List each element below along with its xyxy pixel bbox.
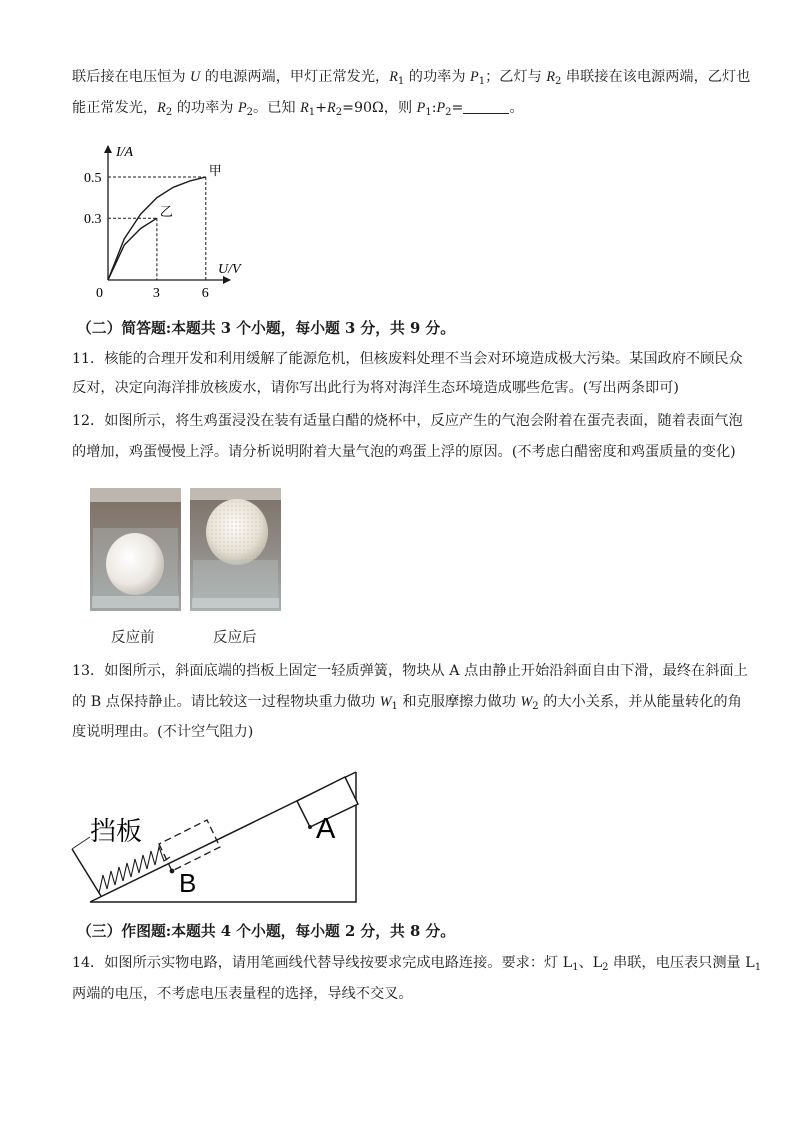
q13-line-3: 度说明理由。(不计空气阻力): [72, 724, 254, 740]
q14-line-2: 两端的电压，不考虑电压表量程的选择，导线不交叉。: [72, 986, 413, 1002]
tick-labels: [84, 171, 209, 301]
baffle: [72, 849, 101, 896]
section-2-heading: （二）简答题:本题共 3 个小题，每小题 3 分，共 9 分。: [77, 320, 455, 337]
guide-lines: [108, 177, 206, 280]
y-tick-label: 0.3: [84, 212, 102, 228]
origin-label: 0: [96, 286, 103, 301]
answer-blank[interactable]: [463, 99, 509, 114]
q14-line-1: 14．如图所示实物电路，请用笔画线代替导线按要求完成电路连接。要求：灯 $L_1$、$L_2$ 串联，电压表只测量 $L_1$: [72, 955, 762, 973]
curve-label-yi: 乙: [159, 204, 173, 220]
q13-line-2: 的 B 点保持静止。请比较这一过程物块重力做功 $W_1$ 和克服摩擦力做功 $W_2$ 的大小关系，并从能量转化的角: [72, 694, 742, 712]
q12-line-2: 的增加，鸡蛋慢慢上浮。请分析说明附着大量气泡的鸡蛋上浮的原因。(不考虑白醋密度和鸡蛋质量的变化): [72, 444, 736, 460]
x-axis-label: U/V: [218, 262, 241, 277]
spring: [99, 847, 170, 893]
baffle-label-leader: [72, 837, 90, 849]
point-B-dot: [170, 869, 175, 874]
baffle-label: 挡板: [90, 817, 143, 847]
q11-line-2: 反对，决定向海洋排放核废水，请你写出此行为将对海洋生态环境造成哪些危害。(写出两条即可): [72, 380, 679, 396]
section-3-heading: （三）作图题:本题共 4 个小题，每小题 2 分，共 8 分。: [77, 923, 455, 940]
curve-label-jia: 甲: [208, 163, 222, 178]
egg-photo-before: [90, 488, 181, 611]
x-tick-label: 3: [152, 286, 160, 301]
point-A-label: A: [316, 813, 336, 845]
caption-before: 反应前: [111, 630, 155, 646]
q10-line-2: 能正常发光，$R_2$ 的功率为 $P_2$。已知 $R_1+R_2=90\Omega$，则 $P_1:P_2=$ 。: [72, 100, 524, 118]
caption-after: 反应后: [213, 630, 257, 646]
incline-diagram: [70, 745, 370, 910]
egg-photo-after: [190, 488, 281, 611]
q10-line-1: 联后接在电压恒为 U 的电源两端，甲灯正常发光，$R_1$ 的功率为 $P_1$；乙灯与 $R_2$ 串联接在该电源两端，乙灯也: [72, 69, 751, 87]
q13-line-1: 13．如图所示，斜面底端的挡板上固定一轻质弹簧，物块从 A 点由静止开始沿斜面自由下滑，最终在斜面上: [72, 663, 748, 679]
q11-line-1: 11．核能的合理开发和利用缓解了能源危机，但核废料处理不当会对环境造成极大污染。某国政府不顾民众: [72, 351, 743, 367]
point-B-label: B: [179, 868, 197, 898]
x-tick-label: 6: [201, 286, 209, 301]
point-A-dot: [308, 825, 312, 829]
y-tick-label: 0.5: [84, 171, 102, 186]
q12-line-1: 12．如图所示，将生鸡蛋浸没在装有适量白醋的烧杯中，反应产生的气泡会附着在蛋壳表面，随着表面气泡: [72, 413, 743, 429]
iu-graph: [80, 138, 260, 303]
y-axis-label: I/A: [116, 145, 134, 160]
